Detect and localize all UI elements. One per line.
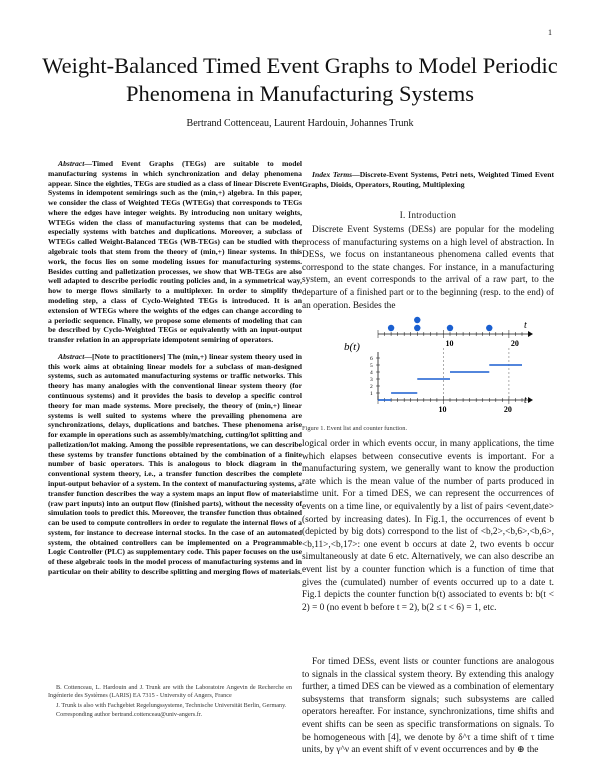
body-last: For timed DESs, event lists or counter functions are analogous to signals in the classical system theory. By extending this analogy further, a timed DES can be viewed as a combination of elementary subsystems that transform signals; such subsystems are called operators hereafter. For instance, synchronizations, time shifts and event shifts can be seen as specific transformations on signals. To be homogeneous with [4], we denote by δ^τ a time shift of τ time units, by γ^ν an event shift of ν event occurrences and by ⊕ the — [302, 657, 554, 756]
intro-paragraph: Discrete Event Systems (DESs) are popular for the modeling process of manufacturing systems on a high level of abstraction. In DESs, we focus on instantaneous phenomena called events that correspond to the state changes. For instance, in a manufacturing system, an event corresponds to the arrival of a raw part, to the departure of a finished part or to the beginning (resp. to the end) of an operation. Besides the — [302, 225, 554, 311]
paper-title: Weight-Balanced Timed Event Graphs to Model Periodic Phenomena in Manufacturing Systems — [42, 53, 558, 106]
index-terms — [302, 170, 554, 190]
body-after-figure: logical order in which events occur, in many applications, the time which elapses between consecutive events is important. For a manufacturing system, we generally want to know the production rate which is the mean value of the number of parts produced in time unit. For a timed DES, we can represent the occurrences of events on a time line, or equivalently by a list of pairs <event,date> (sorted by increasing dates). In Fig.1, the occurrences of event b (depicted by big dots) correspond to the list of <b,2>,<b,6>,<b,6>,<b,11>,<b,17>: one event b occurs at date 2, two events b occur simultaneously at date 6 etc. Alternatively, we can also describe an event list by a counter function which is a function of time that gives the (cumulated) number of events occurred up to a date t. Fig.1 depicts the counter function b(t) associated to events b: b(t < 2) = 0 (no event b before t = 2), b(2 ≤ t < 6) = 1, etc. — [302, 439, 554, 613]
event-timeline — [378, 317, 533, 348]
footnote-berlin: J. Trunk is also with Fachgebiet Regelungssysteme, Technische Universität Berlin, Germany. — [56, 701, 287, 709]
y-axis-label: b(t) — [344, 341, 360, 353]
footnote-corresponding: Corresponding author bertrand.cottenceau@univ-angers.fr. — [56, 710, 203, 718]
counter-y-tick-label: 6 — [370, 356, 373, 362]
timeline-tick-label: 20 — [510, 339, 519, 348]
counter-y-tick-label: 1 — [370, 391, 373, 397]
figure-1 — [302, 308, 554, 414]
practitioners-lead: Abstract — [58, 351, 85, 361]
event-dot — [388, 325, 394, 331]
counter-y-tick-label: 3 — [370, 377, 373, 383]
event-dot — [414, 325, 420, 331]
abstract-text: —Timed Event Graphs (TEGs) are suitable to model manufacturing systems in which synchronization and delay phenomena appear. Since the eighties, TEGs are studied as a class of linear Discrete Event Systems in idempotent semirings such as the (min,+) algebra. In this paper, we consider the class of Weighted TEGs (WTEGs) that corresponds to TEGs where the edges have integer weights. By introducing non unitary weights, WTEGs widen the class of manufacturing systems that can be modeled, especially systems with batches and duplications. Moreover, a subclass of WTEGs called Weight-Balanced TEGs (WB-TEGs) can be studied with the algebraic tools that stem from the theory of (min,+) linear systems. In this work, the focus lies on some modeling issues for manufacturing systems. Besides cutting and palletization processes, we show that WB-TEGs are also well adapted to describe periodic routing policies and, in a symmetrical way, how to merge flows similarly to a multiplexer. In order to simplify the modeling step, a class of Cyclo-Weighted TEGs is introduced. It is an extension of WTEGs where the weights of the edges can change according to a periodic sequence. Finally, we propose some elements of modeling that can be described by Cyclo-Weighted TEGs or equivalently with an input-output transfer relation in an appropriate idempotent semiring of operators. — [48, 159, 302, 345]
counter-x-arrow — [528, 397, 533, 403]
author-list: Bertrand Cottenceau, Laurent Hardouin, Johannes Trunk — [186, 118, 414, 129]
practitioners-text: —[Note to practitioners] The (min,+) linear system theory used in this work aims at obtaining linear models for a subclass of man-designed systems, such as automated manufacturing systems or traffic networks. This theory has many analogies with the conventional linear system theory (for continuous systems) and it provides the basis to develop a specific control theory for man made systems. More precisely, the theory of (min,+) linear systems is well suited to systems where the prevailing phenomena are synchronizations, delays, duplications and batches. These phenomena arise for example in operations such as assembly/matching, cutting/lot splitting and palletization/lot making. Among the possible representations, we can describe these systems by transfer functions obtained by the combination of a finite number of basic operators. This is analogous to block diagram in the conventional system theory, i.e., a transfer function describes the complete input-output behavior of a system. In the context of manufacturing systems, a transfer function describes the way a system maps an input flow of materials (raw part inputs) into an output flow (finished parts), without the necessity of simulation tools to predict this. Moreover, the transfer function thus obtained can be used to compute controllers in order to regulate the internal flows of a system, for instance to decrease internal stocks. In the case of an automated system, the obtained controllers can be implemented on a Programmable Logic Controller (PLC) as supplementary code. This paper focuses on the use of these algebraic tools in the model process of manufacturing systems and in particular on their ability to describe splitting and merging flows of materials. — [48, 351, 302, 577]
footnotes — [48, 684, 292, 720]
counter-y-tick-label: 4 — [370, 370, 373, 376]
event-dot — [447, 325, 453, 331]
counter-x-tick-label: 20 — [503, 405, 512, 414]
bottom-axis-label: t — [524, 395, 527, 406]
timeline-arrow — [528, 331, 533, 337]
event-dot — [414, 317, 420, 323]
section-heading: I. Introduction — [399, 210, 457, 220]
index-terms-lead: Index Terms — [312, 170, 353, 179]
counter-plot — [370, 348, 533, 414]
timeline-tick-label: 10 — [445, 339, 454, 348]
abstract-lead: Abstract — [58, 159, 85, 168]
top-axis-label: t — [524, 320, 527, 331]
counter-function-chart — [302, 308, 554, 418]
event-dot — [486, 325, 492, 331]
abstract — [48, 159, 302, 345]
counter-y-tick-label: 2 — [370, 384, 373, 390]
footnote-affiliation: B. Cottenceau, L. Hardouin and J. Trunk are with the Laboratoire Angevin de Recherche en Ingénierie des Systèmes (LARIS) EA 7315 - University of Angers, France — [48, 684, 292, 700]
page-number: 1 — [548, 28, 552, 37]
practitioners-note — [48, 352, 302, 577]
figure-caption: Figure 1. Event list and counter function. — [302, 425, 408, 432]
index-terms-text: —Discrete-Event Systems, Petri nets, Weighted Timed Event Graphs, Dioids, Operators, Routing, Multiplexing — [302, 170, 554, 189]
left-column — [48, 159, 302, 584]
counter-y-tick-label: 5 — [370, 363, 373, 369]
counter-x-tick-label: 10 — [438, 405, 447, 414]
